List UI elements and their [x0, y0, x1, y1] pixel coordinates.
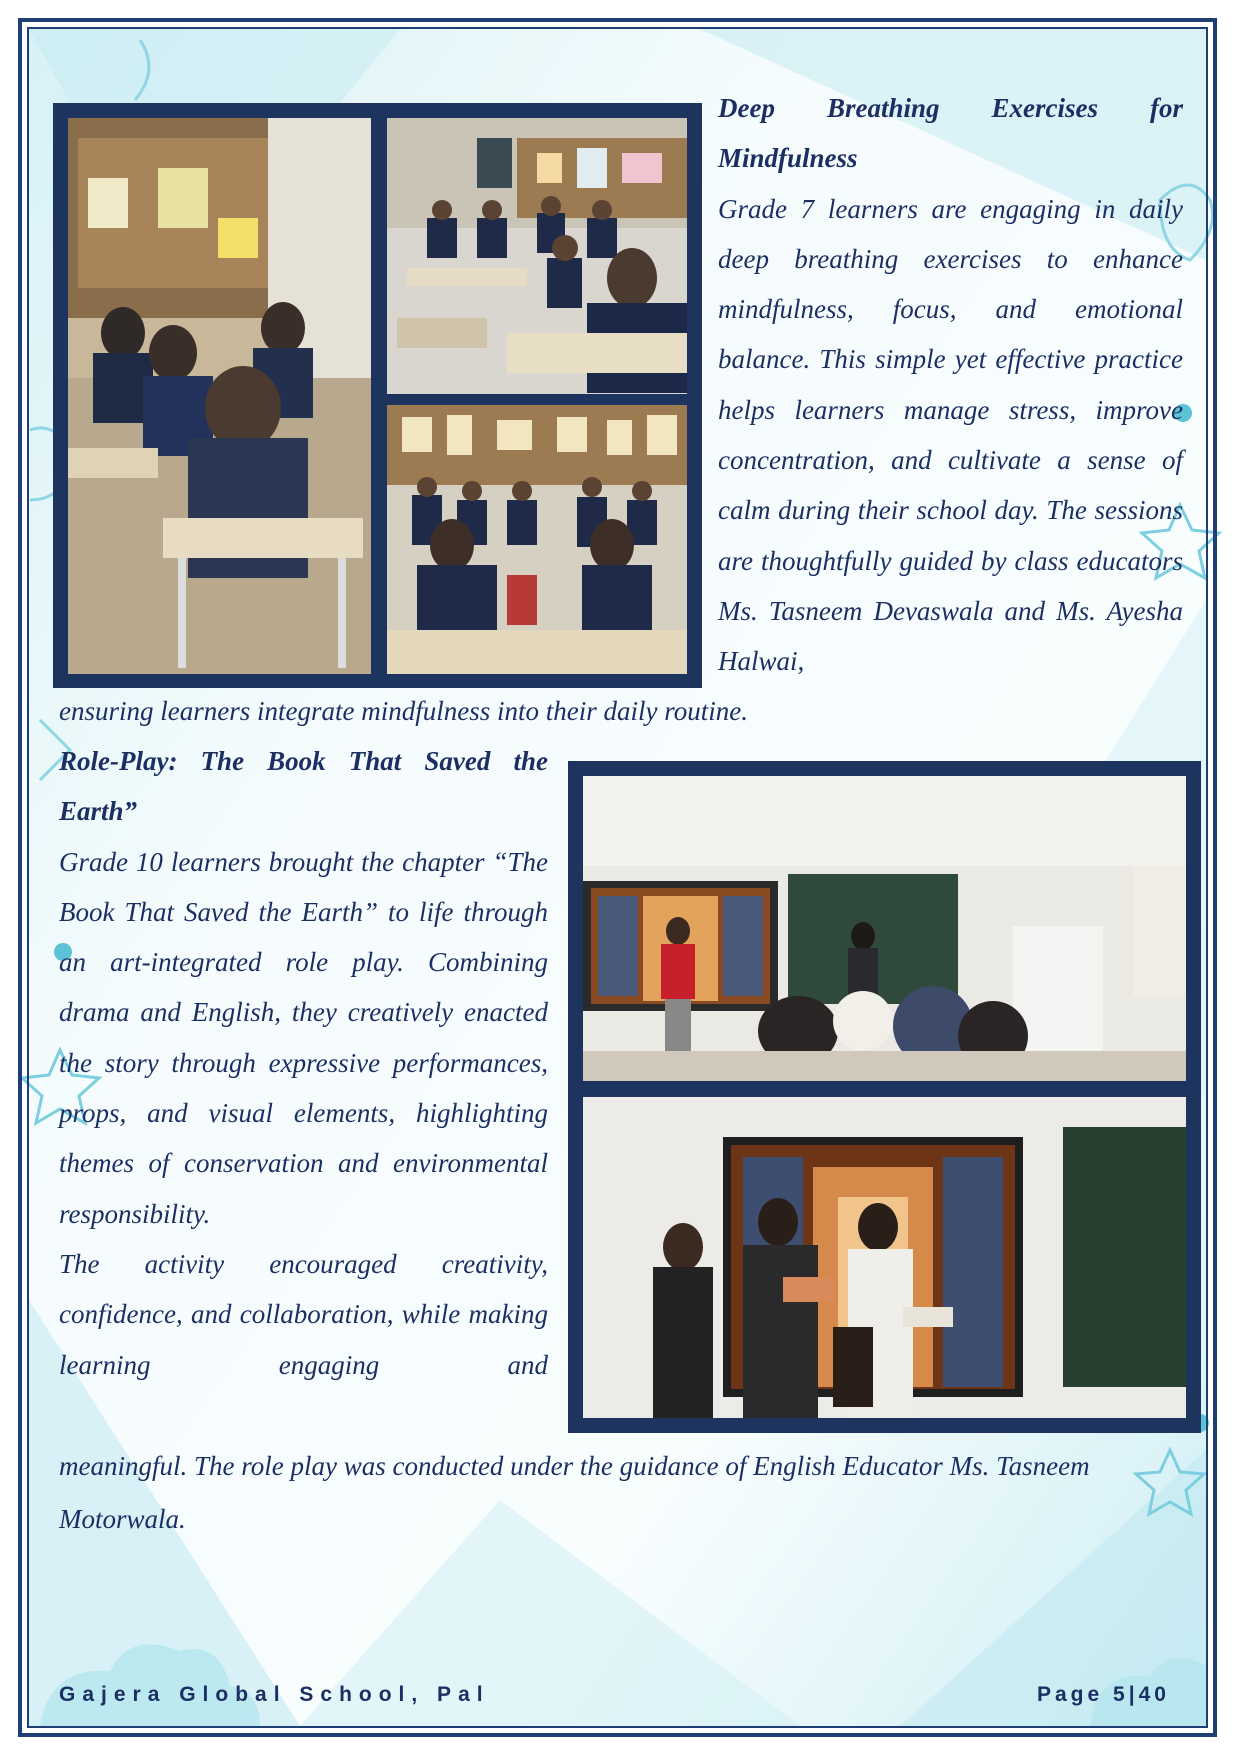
section2-text — [59, 736, 548, 1390]
footer-school-name: Gajera Global School, Pal — [59, 1683, 490, 1706]
section2-continuation1: meaningful. The role play was conducted under the guidance of English Educator Ms. Tasneem — [59, 1451, 1090, 1481]
section1-heading-line1: Deep Breathing Exercises for — [718, 93, 1183, 123]
section1-text — [718, 83, 1183, 687]
footer-page-number: Page 5|40 — [1037, 1683, 1170, 1706]
photo-roleplay-classroom — [583, 776, 1186, 1081]
photo-prayer-pose — [387, 405, 687, 674]
section1-heading-line2: Mindfulness — [718, 143, 858, 174]
section2-body1: Grade 10 learners brought the chapter “The Book That Saved the Earth” to life through an art-integrated role play. Combining drama and English, they creatively enacted the story through expressive performances, props, and visual elements, highlighting themes of conservation and environmental responsibility. — [59, 846, 548, 1229]
section2-continuation2: Motorwala. — [59, 1504, 186, 1534]
section1-continuation: ensuring learners integrate mindfulness into their daily routine. — [59, 696, 748, 726]
photo-classroom-meditation — [387, 118, 687, 394]
section2-body2: The activity encouraged creativity, confidence, and collaboration, while making learning engaging and — [59, 1248, 548, 1380]
section2-heading-line1: Role-Play: The Book That Saved the — [59, 746, 548, 776]
breathing-photo-collage — [53, 103, 702, 688]
photo-students-covering-eyes — [68, 118, 371, 674]
photo-roleplay-reading — [583, 1097, 1186, 1418]
section2-heading-line2: Earth” — [59, 796, 138, 827]
section1-body: Grade 7 learners are engaging in daily deep breathing exercises to enhance mindfulness, focus, and emotional balance. This simple yet effective practice helps learners manage stress, improve concentration, and cultivate a sense of calm during their school day. The sessions are thoughtfully guided by class educators Ms. Tasneem Devaswala and Ms. Ayesha Halwai, — [718, 193, 1183, 677]
roleplay-photo-collage — [568, 761, 1201, 1433]
